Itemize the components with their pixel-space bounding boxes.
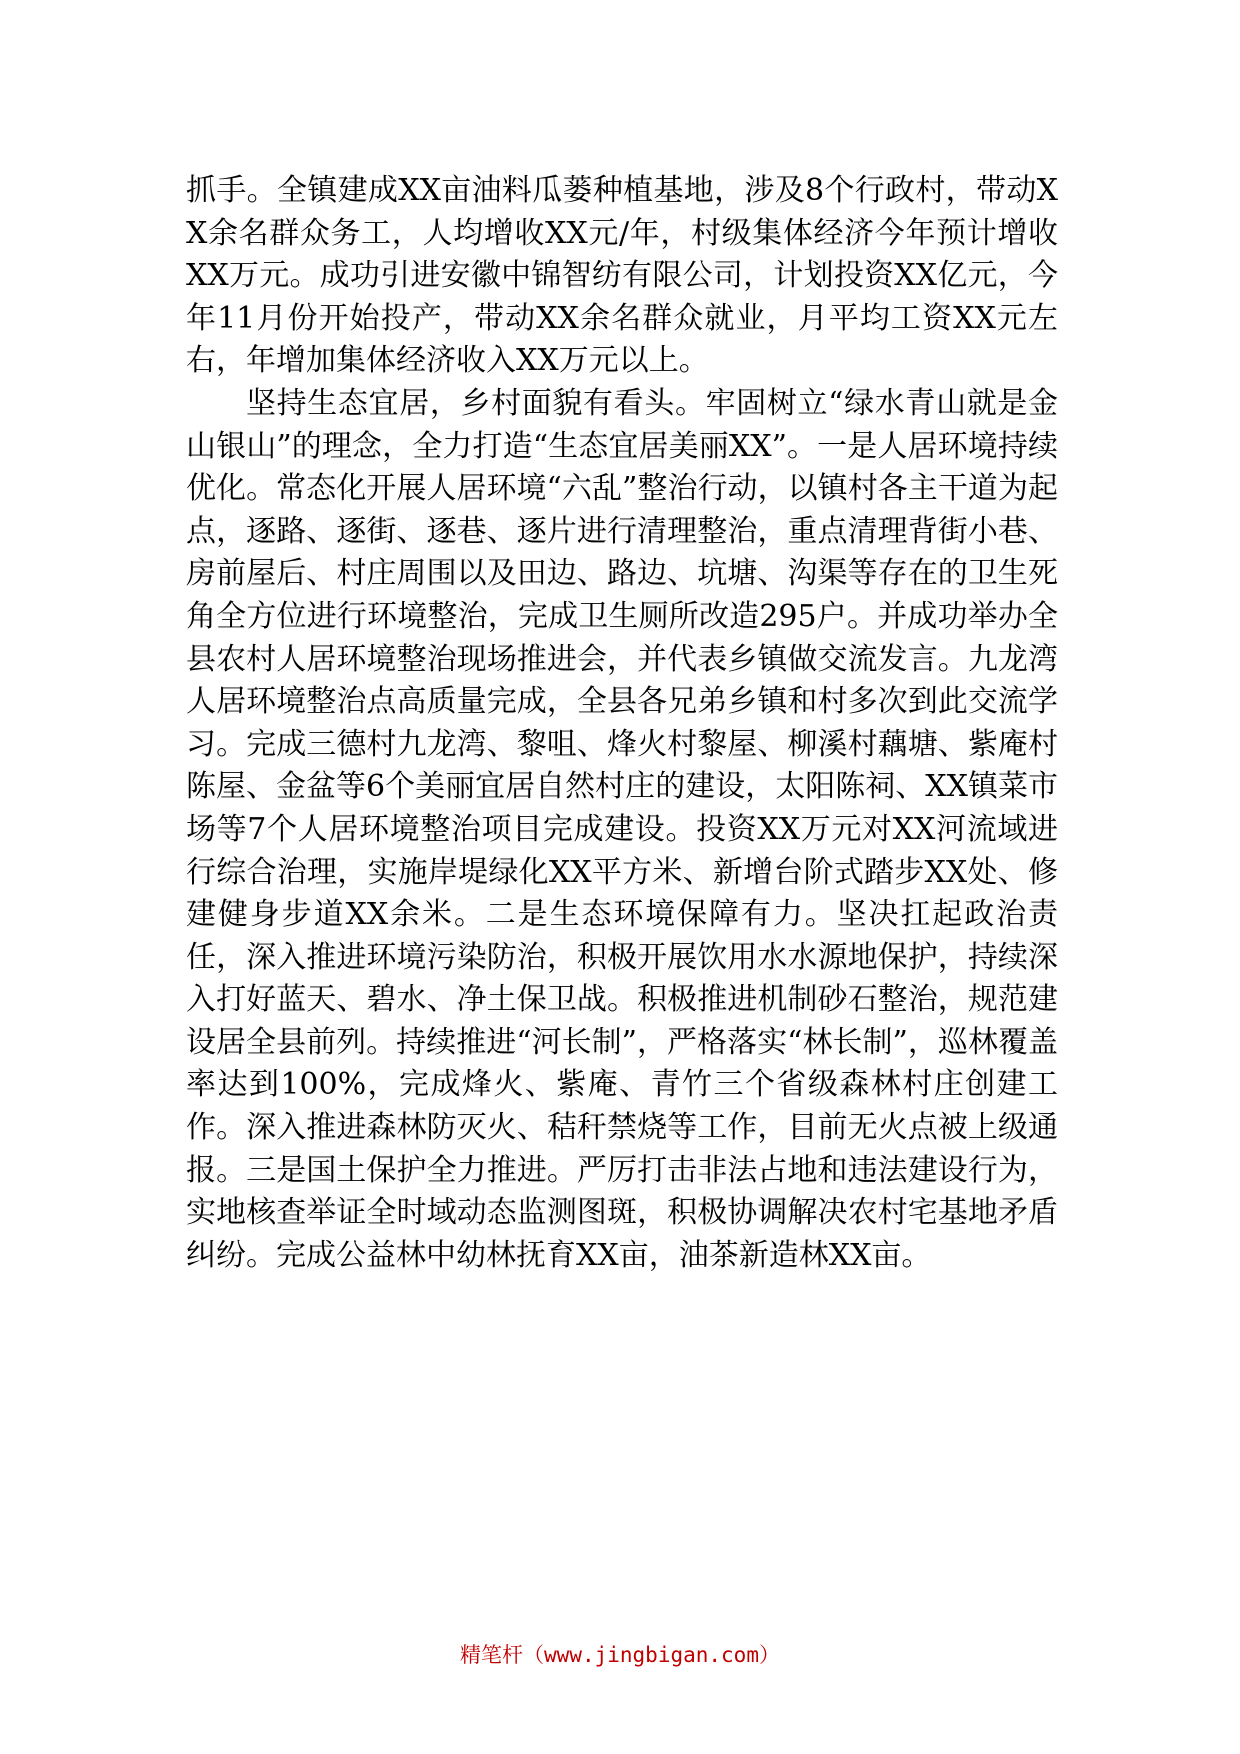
paragraph-1: 抓手。全镇建成XX亩油料瓜蒌种植基地，涉及8个行政村，带动XX余名群众务工，人均增收XX元/年，村级集体经济今年预计增收XX万元。成功引进安徽中锦智纺有限公司，计划投资XX亿元，今年11月份开始投产，带动XX余名群众就业，月平均工资XX元左右，年增加集体经济收入XX万元以上。 — [186, 173, 1058, 379]
footer-watermark-link[interactable]: 精笔杆（www.jingbigan.com） — [460, 1643, 780, 1667]
paragraph-2: 坚持生态宜居，乡村面貌有看头。牢固树立“绿水青山就是金山银山”的理念，全力打造“生态宜居美丽XX”。一是人居环境持续优化。常态化开展人居环境“六乱”整治行动，以镇村各主干道为起点，逐路、逐街、逐巷、逐片进行清理整治，重点清理背街小巷、房前屋后、村庄周围以及田边、路边、坑塘、沟渠等存在的卫生死角全方位进行环境整治，完成卫生厕所改造295户。并成功举办全县农村人居环境整治现场推进会，并代表乡镇做交流发言。九龙湾人居环境整治点高质量完成，全县各兄弟乡镇和村多次到此交流学习。完成三德村九龙湾、黎咀、烽火村黎屋、柳溪村藕塘、紫庵村陈屋、金盆等6个美丽宜居自然村庄的建设，太阳陈祠、XX镇菜市场等7个人居环境整治项目完成建设。投资XX万元对XX河流域进行综合治理，实施岸堤绿化XX平方米、新增台阶式踏步XX处、修建健身步道XX余米。二是生态环境保障有力。坚决扛起政治责任，深入推进环境污染防治，积极开展饮用水水源地保护，持续深入打好蓝天、碧水、净土保卫战。积极推进机制砂石整治，规范建设居全县前列。持续推进“河长制”，严格落实“林长制”，巡林覆盖率达到100%，完成烽火、紫庵、青竹三个省级森林村庄创建工作。深入推进森林防灭火、秸秆禁烧等工作，目前无火点被上级通报。三是国土保护全力推进。严厉打击非法占地和违法建设行为，实地核查举证全时域动态监测图斑，积极协调解决农村宅基地矛盾纠纷。完成公益林中幼林抚育XX亩，油茶新造林XX亩。 — [186, 385, 1058, 1273]
document-body — [186, 170, 1058, 1277]
